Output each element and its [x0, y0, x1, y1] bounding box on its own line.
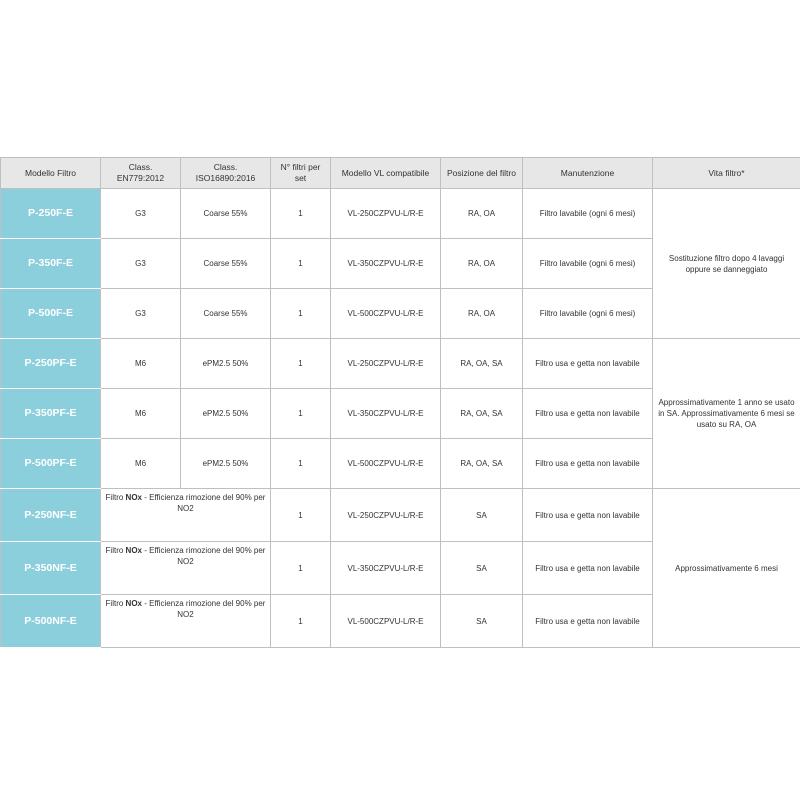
header-modello-vl: Modello VL compatibile: [331, 158, 441, 189]
iso-cell: Coarse 55%: [181, 239, 271, 289]
nox-keyword: NOx: [125, 599, 142, 608]
iso-cell: ePM2.5 50%: [181, 439, 271, 489]
vl-model-cell: VL-250CZPVU-L/R-E: [331, 489, 441, 542]
model-cell: P-250F-E: [1, 189, 101, 239]
vl-model-cell: VL-350CZPVU-L/R-E: [331, 239, 441, 289]
nox-efficiency-cell: [101, 489, 271, 542]
model-cell: P-500NF-E: [1, 595, 101, 648]
model-cell: P-250PF-E: [1, 339, 101, 389]
vl-model-cell: VL-500CZPVU-L/R-E: [331, 439, 441, 489]
maintenance-cell: Filtro lavabile (ogni 6 mesi): [523, 189, 653, 239]
nox-efficiency-cell: [101, 542, 271, 595]
header-class-iso16890: Class. ISO16890:2016: [181, 158, 271, 189]
vl-model-cell: VL-350CZPVU-L/R-E: [331, 542, 441, 595]
vl-model-cell: VL-350CZPVU-L/R-E: [331, 389, 441, 439]
nox-keyword: NOx: [125, 493, 142, 502]
model-cell: P-500PF-E: [1, 439, 101, 489]
en779-cell: G3: [101, 189, 181, 239]
life-cell-f: Sostituzione filtro dopo 4 lavaggi oppure se danneggiato: [653, 189, 800, 339]
maintenance-cell: Filtro lavabile (ogni 6 mesi): [523, 239, 653, 289]
position-cell: RA, OA, SA: [441, 439, 523, 489]
nox-suffix: - Efficienza rimozione del 90% per NO2: [142, 546, 266, 566]
vl-model-cell: VL-500CZPVU-L/R-E: [331, 595, 441, 648]
count-cell: 1: [271, 339, 331, 389]
table-row: [1, 489, 800, 542]
en779-cell: G3: [101, 289, 181, 339]
model-cell: P-500F-E: [1, 289, 101, 339]
iso-cell: Coarse 55%: [181, 289, 271, 339]
maintenance-cell: Filtro usa e getta non lavabile: [523, 439, 653, 489]
count-cell: 1: [271, 289, 331, 339]
count-cell: 1: [271, 189, 331, 239]
count-cell: 1: [271, 389, 331, 439]
header-row: [1, 158, 800, 189]
count-cell: 1: [271, 439, 331, 489]
nox-suffix: - Efficienza rimozione del 90% per NO2: [142, 493, 266, 513]
position-cell: RA, OA: [441, 189, 523, 239]
position-cell: RA, OA: [441, 289, 523, 339]
model-cell: P-250NF-E: [1, 489, 101, 542]
nox-prefix: Filtro: [105, 493, 124, 502]
position-cell: SA: [441, 542, 523, 595]
nox-suffix: - Efficienza rimozione del 90% per NO2: [142, 599, 266, 619]
nox-prefix: Filtro: [105, 599, 124, 608]
model-cell: P-350NF-E: [1, 542, 101, 595]
model-cell: P-350PF-E: [1, 389, 101, 439]
table-row: [1, 189, 800, 239]
nox-efficiency-cell: [101, 595, 271, 648]
maintenance-cell: Filtro usa e getta non lavabile: [523, 339, 653, 389]
count-cell: 1: [271, 595, 331, 648]
count-cell: 1: [271, 489, 331, 542]
maintenance-cell: Filtro lavabile (ogni 6 mesi): [523, 289, 653, 339]
table-row: [1, 339, 800, 389]
iso-cell: ePM2.5 50%: [181, 389, 271, 439]
count-cell: 1: [271, 542, 331, 595]
en779-cell: M6: [101, 339, 181, 389]
header-posizione: Posizione del filtro: [441, 158, 523, 189]
en779-cell: M6: [101, 389, 181, 439]
maintenance-cell: Filtro usa e getta non lavabile: [523, 489, 653, 542]
position-cell: RA, OA: [441, 239, 523, 289]
nox-prefix: Filtro: [105, 546, 124, 555]
count-cell: 1: [271, 239, 331, 289]
maintenance-cell: Filtro usa e getta non lavabile: [523, 389, 653, 439]
header-vita-filtro: Vita filtro*: [653, 158, 800, 189]
position-cell: RA, OA, SA: [441, 389, 523, 439]
position-cell: RA, OA, SA: [441, 339, 523, 389]
vl-model-cell: VL-500CZPVU-L/R-E: [331, 289, 441, 339]
header-n-filtri: N° filtri per set: [271, 158, 331, 189]
header-modello-filtro: Modello Filtro: [1, 158, 101, 189]
position-cell: SA: [441, 489, 523, 542]
vl-model-cell: VL-250CZPVU-L/R-E: [331, 339, 441, 389]
maintenance-cell: Filtro usa e getta non lavabile: [523, 595, 653, 648]
filter-spec-table: [0, 157, 800, 648]
position-cell: SA: [441, 595, 523, 648]
iso-cell: ePM2.5 50%: [181, 339, 271, 389]
life-cell-pf: Approssimativamente 1 anno se usato in SA. Approssimativamente 6 mesi se usato su RA, OA: [653, 339, 800, 489]
life-cell-nf: Approssimativamente 6 mesi: [653, 489, 800, 648]
vl-model-cell: VL-250CZPVU-L/R-E: [331, 189, 441, 239]
iso-cell: Coarse 55%: [181, 189, 271, 239]
header-manutenzione: Manutenzione: [523, 158, 653, 189]
en779-cell: M6: [101, 439, 181, 489]
model-cell: P-350F-E: [1, 239, 101, 289]
header-class-en779: Class. EN779:2012: [101, 158, 181, 189]
maintenance-cell: Filtro usa e getta non lavabile: [523, 542, 653, 595]
en779-cell: G3: [101, 239, 181, 289]
nox-keyword: NOx: [125, 546, 142, 555]
